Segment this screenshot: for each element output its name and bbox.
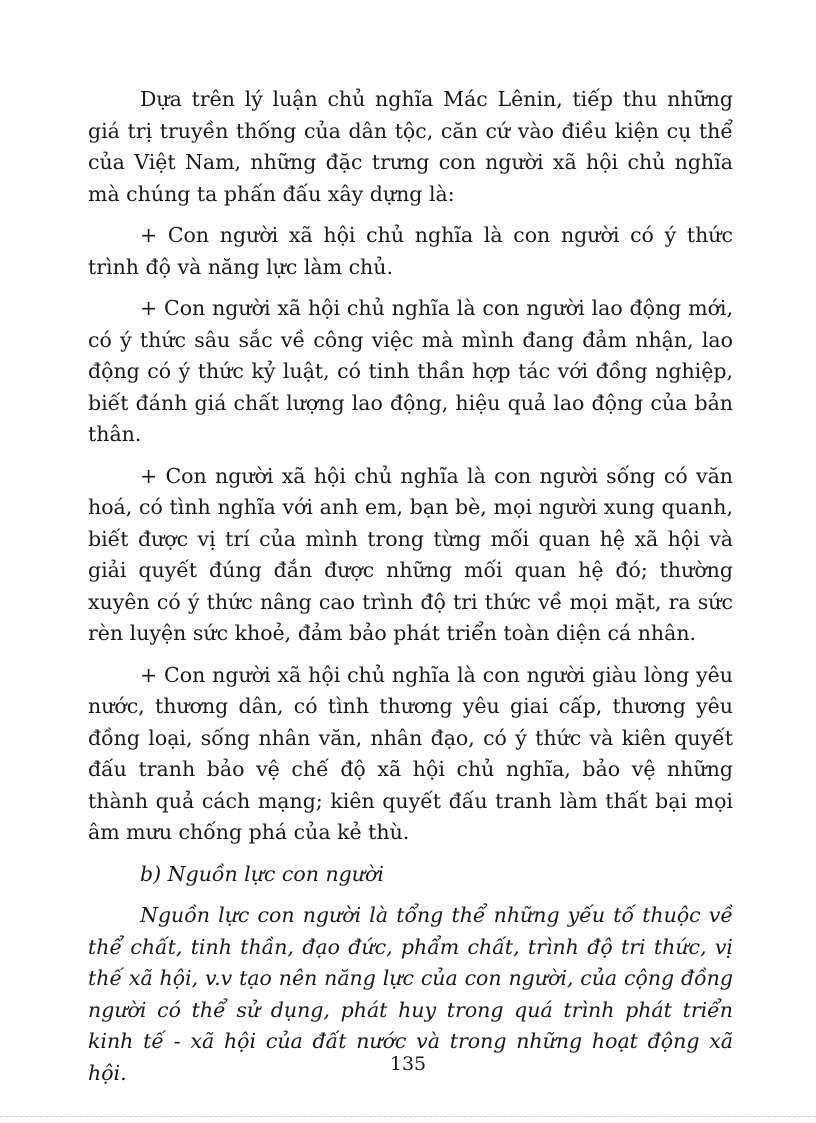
section-heading: b) Nguồn lực con người xyxy=(140,861,384,886)
paragraph-definition: Nguồn lực con người là tổng thể những yếu tố thuộc về thể chất, tinh thần, đạo đức, phẩm chất, trình độ tri thức, vị thế xã hội, v.v tạo nên năng lực của con người, của cộng đồng người có thể sử dụng, phát huy trong quá trình phát triển kinh tế - xã hội của đất nước và trong những hoạt động xã hội. xyxy=(88,903,733,1085)
page-bottom-divider xyxy=(0,1116,816,1117)
paragraph-trait-1: + Con người xã hội chủ nghĩa là con người có ý thức trình độ và năng lực làm chủ. xyxy=(88,223,733,279)
paragraph-trait-3: + Con người xã hội chủ nghĩa là con người sống có văn hoá, có tình nghĩa với anh em, bạn bè, mọi người xung quanh, biết được vị trí của mình trong từng mối quan hệ xã hội và giải quyết đúng đắn được những mối quan hệ đó; thường xuyên có ý thức nâng cao trình độ tri thức về mọi mặt, ra sức rèn luyện sức khoẻ, đảm bảo phát triển toàn diện cá nhân. xyxy=(88,463,733,645)
paragraph-trait-4: + Con người xã hội chủ nghĩa là con người giàu lòng yêu nước, thương dân, có tình thương yêu giai cấp, thương yêu đồng loại, sống nhân văn, nhân đạo, có ý thức và kiên quyết đấu tranh bảo vệ chế độ xã hội chủ nghĩa, bảo vệ những thành quả cách mạng; kiên quyết đấu tranh làm thất bại mọi âm mưu chống phá của kẻ thù. xyxy=(88,662,733,844)
paragraph-trait-2: + Con người xã hội chủ nghĩa là con người lao động mới, có ý thức sâu sắc về công việc mà mình đang đảm nhận, lao động có ý thức kỷ luật, có tinh thần hợp tác với đồng nghiệp, biết đánh giá chất lượng lao động, hiệu quả lao động của bản thân. xyxy=(88,296,733,446)
page-body xyxy=(88,84,733,1099)
page-number: 135 xyxy=(389,1053,427,1075)
paragraph-intro: Dựa trên lý luận chủ nghĩa Mác Lênin, tiếp thu những giá trị truyền thống của dân tộc, căn cứ vào điều kiện cụ thể của Việt Nam, những đặc trưng con người xã hội chủ nghĩa mà chúng ta phấn đấu xây dựng là: xyxy=(88,87,733,206)
